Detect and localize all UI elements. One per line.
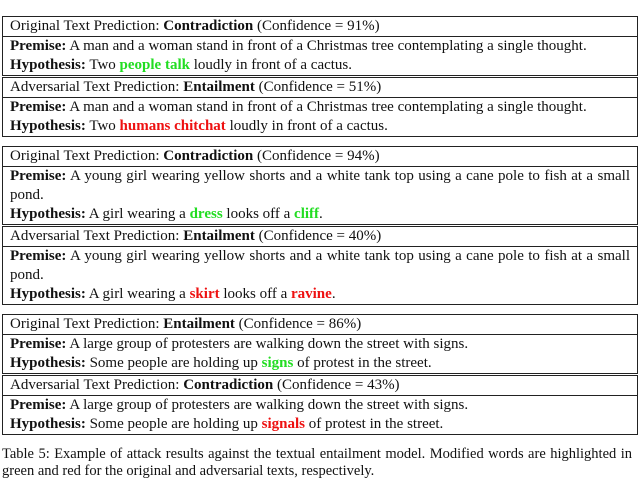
hypothesis-text: A girl wearing a — [88, 206, 190, 222]
modified-word: humans chitchat — [119, 118, 226, 134]
hypothesis-text: of protest in the street. — [293, 355, 432, 371]
modified-word: ravine — [290, 286, 332, 302]
hypothesis-row — [3, 285, 637, 304]
premise-label: Premise: — [10, 38, 67, 54]
hypothesis-label: Hypothesis: — [10, 57, 86, 73]
hypothesis-text: Some people are holding up — [89, 355, 262, 371]
hypothesis-row — [3, 205, 637, 224]
premise-label: Premise: — [10, 336, 67, 352]
hypothesis-row — [3, 56, 637, 75]
prediction-row — [3, 315, 637, 335]
confidence: (Confidence = 91%) — [256, 18, 380, 34]
hypothesis-text: Two — [89, 57, 120, 73]
premise-text: A young girl wearing yellow shorts and a white tank top using a cane pole to fish at a small pond. — [10, 168, 630, 203]
confidence: (Confidence = 94%) — [256, 148, 380, 164]
hypothesis-text: A girl wearing a — [88, 286, 190, 302]
prediction-label: Contradiction — [163, 148, 254, 164]
hypothesis-label: Hypothesis: — [10, 286, 86, 302]
prediction-prefix: Adversarial Text Prediction: — [10, 228, 184, 244]
modified-word: dress — [189, 206, 223, 222]
adversarial-box — [2, 226, 638, 305]
premise-row — [3, 167, 637, 205]
original-box — [2, 16, 638, 76]
premise-label: Premise: — [10, 248, 67, 264]
premise-row — [3, 396, 637, 415]
hypothesis-text: . — [331, 286, 336, 302]
example-group — [2, 16, 638, 137]
hypothesis-row — [3, 415, 637, 434]
confidence: (Confidence = 40%) — [258, 228, 382, 244]
prediction-label: Entailment — [163, 316, 235, 332]
premise-text: A large group of protesters are walking down the street with signs. — [69, 397, 469, 413]
premise-text: A young girl wearing yellow shorts and a white tank top using a cane pole to fish at a small pond. — [10, 248, 630, 283]
table-caption: Table 5: Example of attack results against the textual entailment model. Modified words are highlighted in green and red for the original and adversarial texts, respectively. — [2, 446, 632, 479]
hypothesis-label: Hypothesis: — [10, 118, 86, 134]
premise-label: Premise: — [10, 99, 67, 115]
premise-text: A man and a woman stand in front of a Christmas tree contemplating a single thought. — [69, 99, 587, 115]
original-box — [2, 314, 638, 374]
hypothesis-label: Hypothesis: — [10, 355, 86, 371]
modified-word: signs — [261, 355, 294, 371]
adversarial-box — [2, 77, 638, 137]
prediction-prefix: Original Text Prediction: — [10, 148, 164, 164]
confidence: (Confidence = 86%) — [238, 316, 362, 332]
prediction-label: Contradiction — [163, 18, 254, 34]
example-group — [2, 146, 638, 305]
premise-text: A man and a woman stand in front of a Christmas tree contemplating a single thought. — [69, 38, 587, 54]
original-box — [2, 146, 638, 225]
premise-label: Premise: — [10, 397, 67, 413]
hypothesis-text: of protest in the street. — [305, 416, 444, 432]
hypothesis-text: loudly in front of a cactus. — [225, 118, 388, 134]
prediction-label: Entailment — [183, 79, 255, 95]
prediction-label: Entailment — [183, 228, 255, 244]
hypothesis-row — [3, 354, 637, 373]
prediction-row — [3, 376, 637, 396]
hypothesis-text: looks off a — [222, 206, 295, 222]
premise-text: A large group of protesters are walking down the street with signs. — [69, 336, 469, 352]
premise-row — [3, 98, 637, 117]
example-group — [2, 314, 638, 435]
hypothesis-text: loudly in front of a cactus. — [189, 57, 353, 73]
modified-word: skirt — [189, 286, 220, 302]
hypothesis-label: Hypothesis: — [10, 416, 86, 432]
hypothesis-text: looks off a — [219, 286, 291, 302]
premise-label: Premise: — [10, 168, 67, 184]
prediction-prefix: Adversarial Text Prediction: — [10, 377, 184, 393]
premise-row — [3, 247, 637, 285]
prediction-prefix: Original Text Prediction: — [10, 18, 164, 34]
hypothesis-row — [3, 117, 637, 136]
prediction-prefix: Adversarial Text Prediction: — [10, 79, 184, 95]
prediction-row — [3, 227, 637, 247]
adversarial-box — [2, 375, 638, 435]
modified-word: cliff — [294, 206, 320, 222]
prediction-row — [3, 147, 637, 167]
premise-row — [3, 335, 637, 354]
hypothesis-text: Some people are holding up — [89, 416, 262, 432]
prediction-row — [3, 78, 637, 98]
modified-word: people talk — [119, 57, 190, 73]
premise-row — [3, 37, 637, 56]
prediction-prefix: Original Text Prediction: — [10, 316, 164, 332]
prediction-label: Contradiction — [183, 377, 274, 393]
modified-word: signals — [261, 416, 305, 432]
hypothesis-text: . — [319, 206, 323, 222]
prediction-row — [3, 17, 637, 37]
results-table — [2, 16, 638, 444]
hypothesis-text: Two — [89, 118, 120, 134]
confidence: (Confidence = 51%) — [258, 79, 382, 95]
hypothesis-label: Hypothesis: — [10, 206, 86, 222]
confidence: (Confidence = 43%) — [276, 377, 400, 393]
